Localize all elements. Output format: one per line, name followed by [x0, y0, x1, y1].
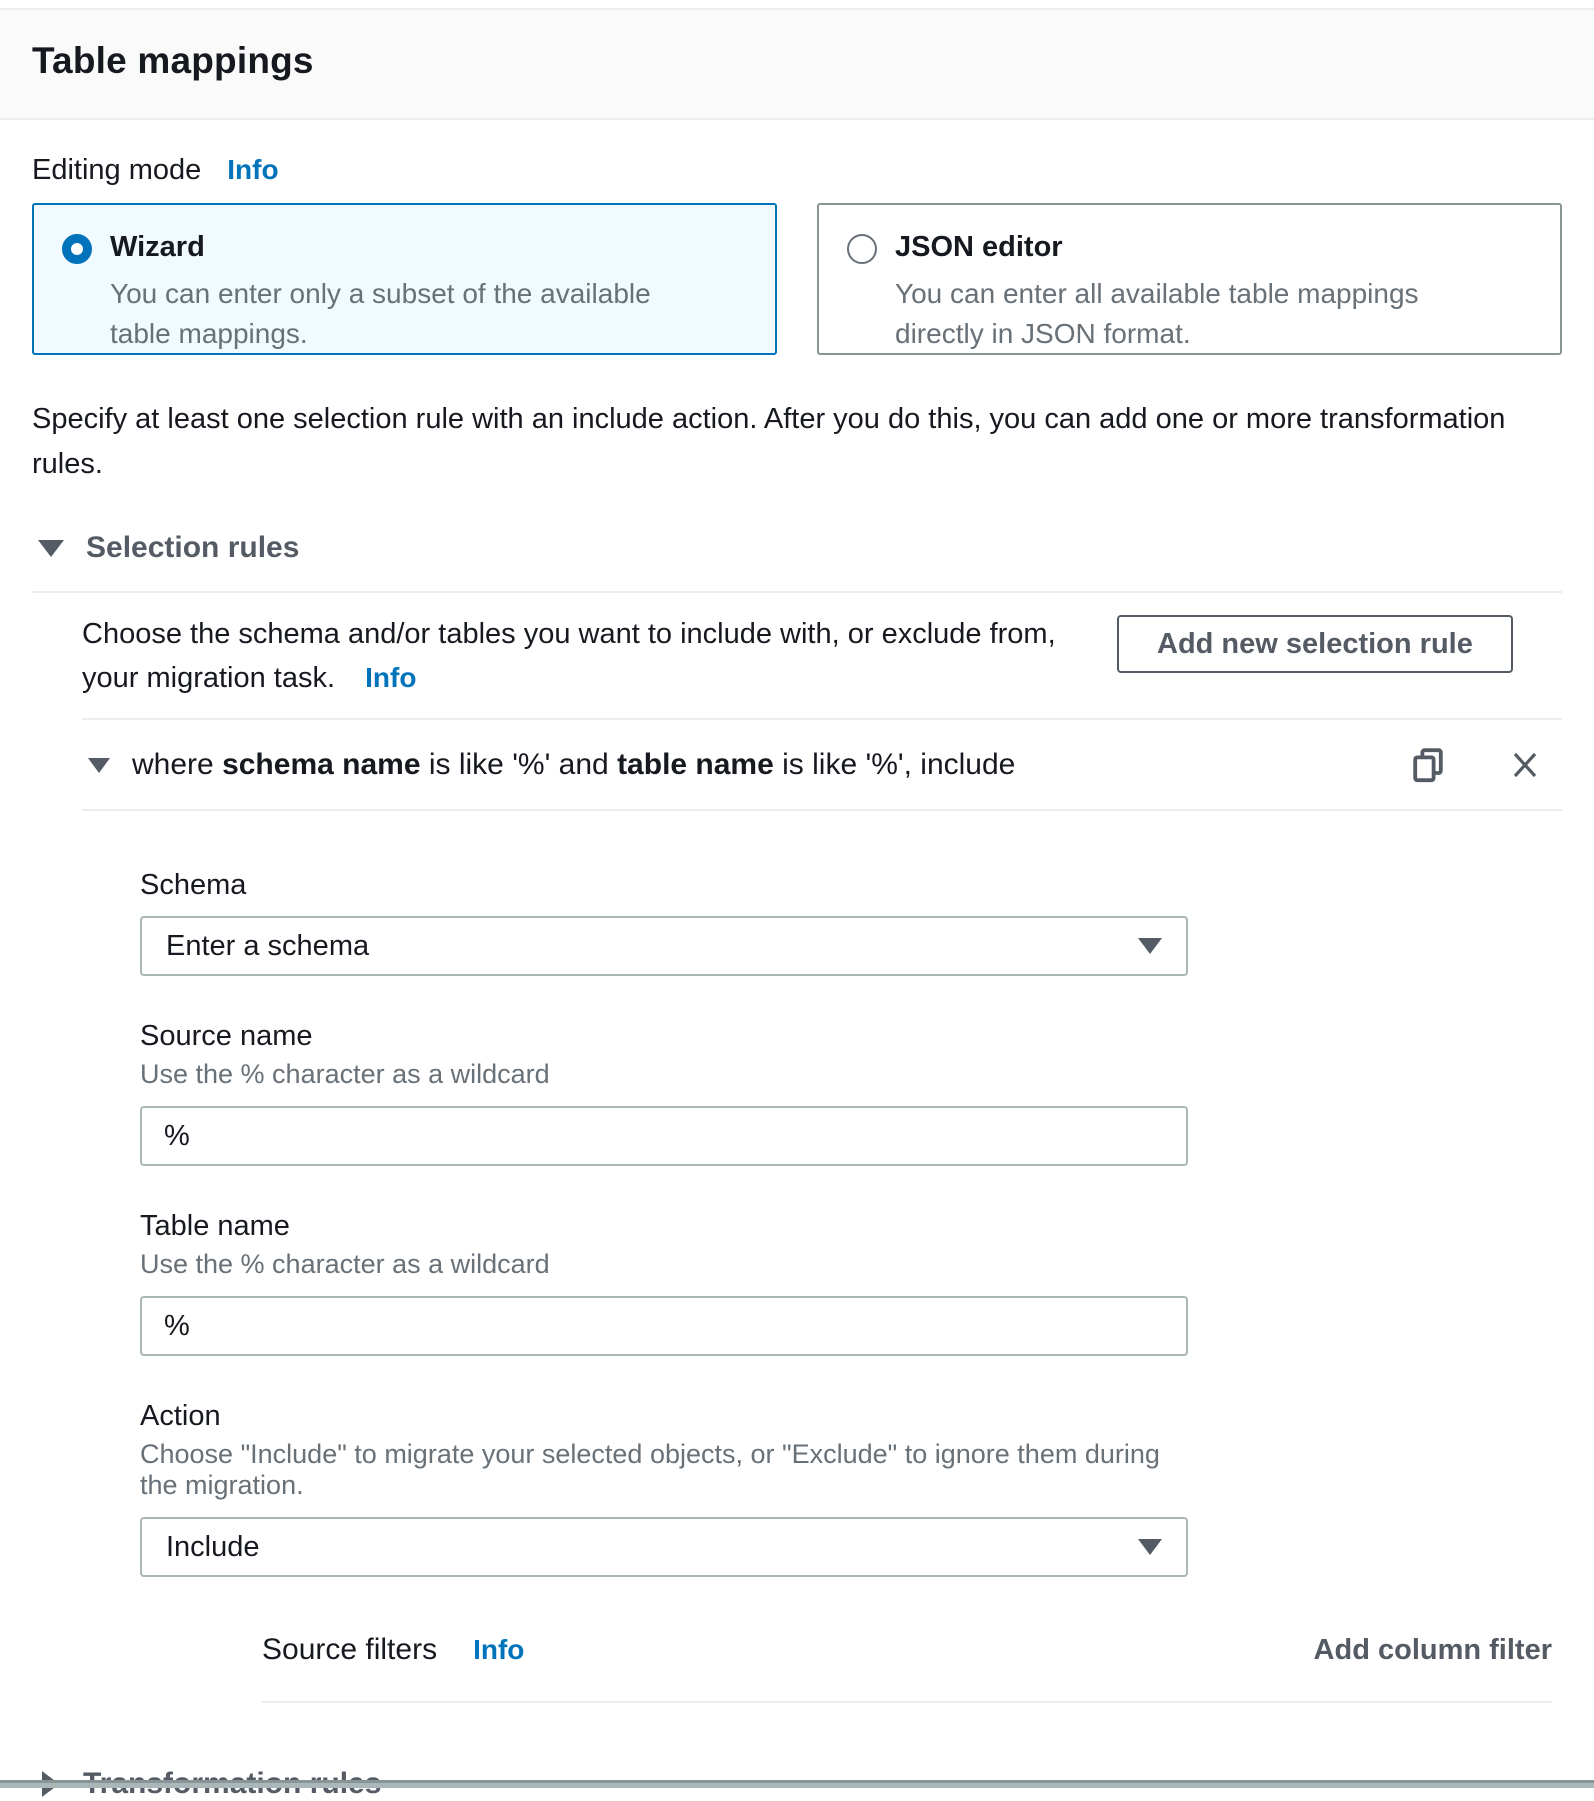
action-helper: Choose "Include" to migrate your selected objects, or "Exclude" to ignore them during the migration. — [140, 1439, 1160, 1500]
rule-detail-form — [32, 811, 1562, 1703]
tile-json-editor-description: You can enter all available table mappings directly in JSON format. — [895, 278, 1419, 349]
source-name-label: Source name — [140, 1020, 313, 1052]
tile-wizard[interactable] — [32, 203, 777, 355]
action-field-group — [140, 1400, 1188, 1577]
tile-wizard-label: Wizard — [110, 231, 205, 263]
rule-summary-where: where — [132, 748, 214, 781]
selection-rules-header-row — [82, 593, 1562, 720]
selection-rules-info-link[interactable]: Info — [365, 662, 417, 693]
action-select[interactable] — [140, 1517, 1188, 1577]
editing-mode-info-link[interactable]: Info — [227, 154, 279, 185]
editing-mode-row — [32, 154, 1562, 187]
action-label: Action — [140, 1400, 221, 1432]
rule-summary-end: is like '%', include — [773, 748, 1016, 781]
table-name-helper: Use the % character as a wildcard — [140, 1249, 550, 1279]
source-name-helper: Use the % character as a wildcard — [140, 1059, 550, 1089]
schema-select[interactable] — [140, 916, 1188, 976]
tile-json-editor-text — [895, 231, 1530, 354]
tile-wizard-text — [110, 231, 745, 354]
selection-rule-row — [82, 720, 1562, 811]
table-name-input[interactable] — [140, 1296, 1188, 1356]
schema-field-group — [140, 869, 1188, 976]
caret-down-icon — [1138, 938, 1162, 954]
selection-rules-description-text: Choose the schema and/or tables you want to include with, or exclude from, your migration task. — [82, 618, 1056, 694]
close-icon — [1510, 750, 1540, 780]
editing-mode-options — [32, 203, 1562, 355]
rule-chevron-down-icon[interactable] — [88, 758, 110, 773]
selection-rules-title: Selection rules — [86, 531, 300, 564]
page-title: Table mappings — [32, 40, 314, 81]
tile-json-editor[interactable] — [817, 203, 1562, 355]
selection-rules-expander[interactable] — [32, 531, 1562, 593]
caret-down-icon — [1138, 1539, 1162, 1555]
source-name-input[interactable] — [140, 1106, 1188, 1166]
add-column-filter-button[interactable]: Add column filter — [1313, 1634, 1552, 1666]
rule-summary-mid: is like '%' and — [420, 748, 618, 781]
tile-wizard-description: You can enter only a subset of the available table mappings. — [110, 278, 651, 349]
source-name-field-group — [140, 1020, 1188, 1166]
schema-label: Schema — [140, 869, 247, 901]
chevron-down-icon — [38, 540, 64, 557]
tile-json-editor-label: JSON editor — [895, 231, 1063, 263]
action-select-value: Include — [166, 1530, 260, 1563]
next-section-edge — [0, 1780, 1594, 1788]
duplicate-rule-button[interactable] — [1412, 747, 1444, 783]
source-filters-title: Source filters — [262, 1633, 438, 1666]
selection-rules-description — [82, 613, 1087, 700]
table-name-label: Table name — [140, 1210, 290, 1242]
panel-header — [0, 8, 1594, 120]
table-name-field-group — [140, 1210, 1188, 1356]
source-filters-info-link[interactable]: Info — [473, 1634, 525, 1665]
intro-text: Specify at least one selection rule with an include action. After you do this, you can add one or more transformation rules. — [32, 403, 1506, 480]
rule-summary-schema-name: schema name — [222, 748, 421, 781]
editing-mode-label: Editing mode — [32, 154, 202, 186]
radio-unselected-icon[interactable] — [847, 234, 877, 264]
add-selection-rule-button[interactable]: Add new selection rule — [1117, 615, 1513, 673]
source-filters-row — [262, 1633, 1552, 1703]
radio-selected-icon[interactable] — [62, 234, 92, 264]
copy-icon — [1412, 747, 1444, 783]
schema-select-value: Enter a schema — [166, 929, 370, 962]
rule-summary — [132, 748, 1412, 782]
panel-content — [0, 154, 1594, 1801]
remove-rule-button[interactable] — [1510, 750, 1540, 780]
rule-summary-table-name: table name — [617, 748, 774, 781]
